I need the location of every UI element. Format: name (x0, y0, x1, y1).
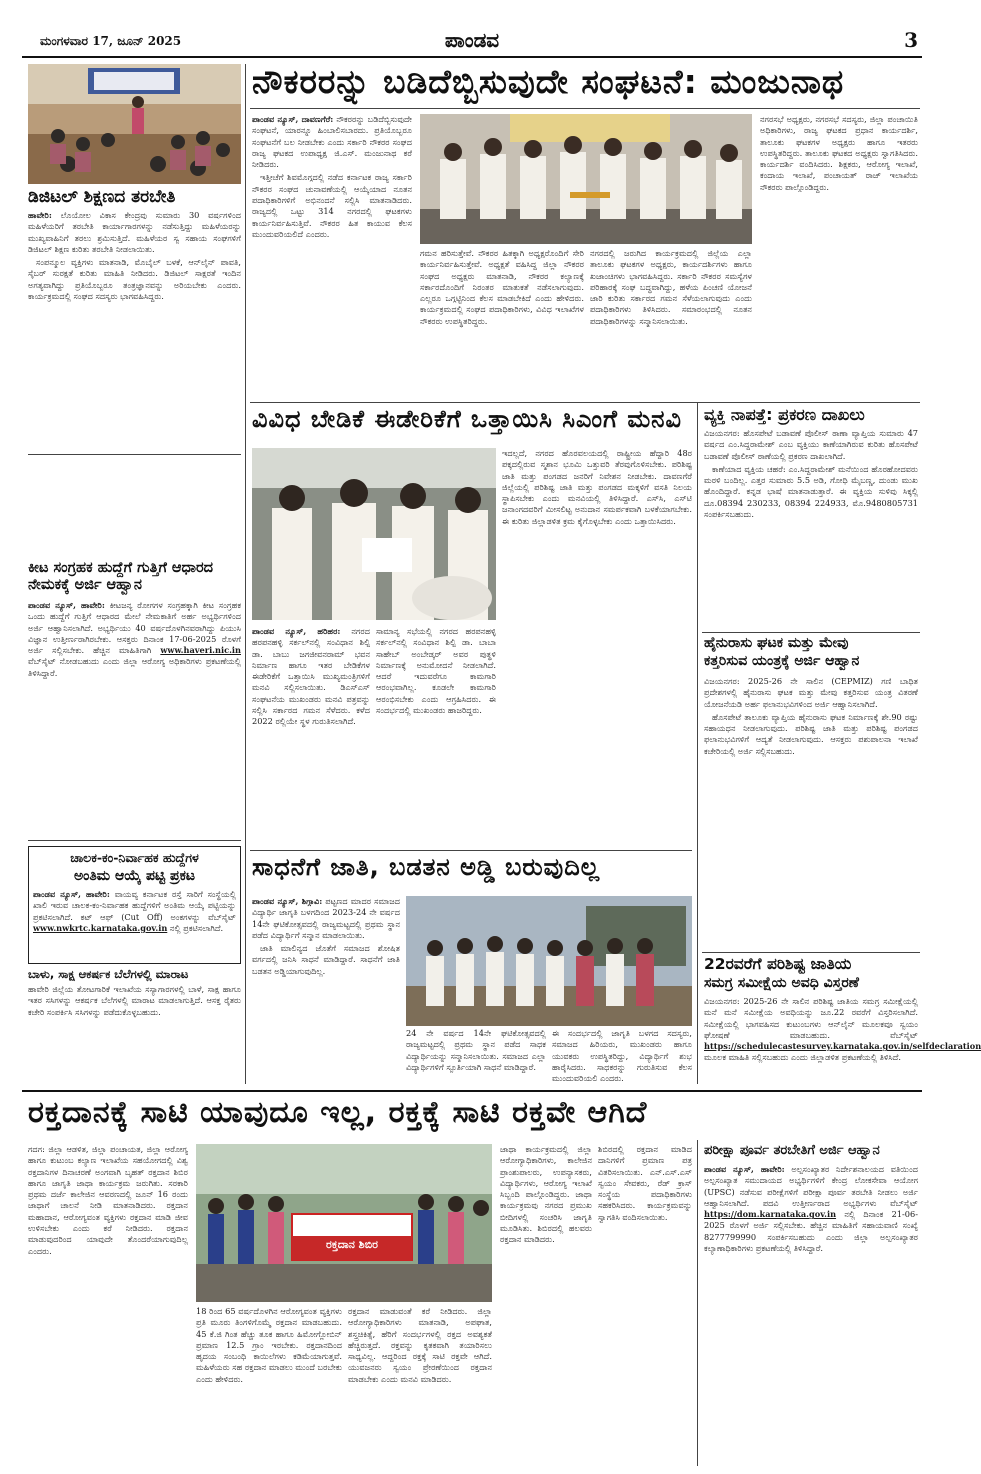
keeta-url-link[interactable]: www.haveri.nic.in (160, 645, 241, 656)
banana-text: ಹಾವೇರಿ ಜಿಲ್ಲೆಯ ತೋಟಗಾರಿಕೆ ಇಲಾಖೆಯ ಸಸ್ಯಾಗಾರಗಳಲ್ಲಿ ಬಾಳೆ, ಸಾಕ್ಷ ಹಾಗೂ ಇತರ ಸಸಿಗಳನ್ನು ಆಕರ್ಷಕ ಬೆಲೆಗಳಲ್ಲಿ ಮಾರಾಟ ಮಾಡಲಾಗುತ್ತಿದೆ. ಆಸಕ್ತ ರೈತರು ಕಚೇರಿ ಸಂಪರ್ಕಿಸಿ ಸಸಿಗಳನ್ನು ಪಡೆದುಕೊಳ್ಳಬಹುದು. (28, 984, 241, 1017)
keeta-headline: ಕೀಟ ಸಂಗ್ರಹಕ ಹುದ್ದೆಗೆ ಗುತ್ತಿಗೆ ಆಧಾರದ ನೇಮಕಕ್ಕೆ ಅರ್ಜಿ ಆಹ್ವಾನ (28, 560, 214, 593)
divider (250, 108, 920, 109)
lead-col3 (590, 248, 752, 366)
missing-text-2: ಕಾಣೆಯಾದ ವ್ಯಕ್ತಿಯ ಚಹರೆ: ಎಂ.ಸಿದ್ದರಾಮೇಶ್ ಮನೆಯಿಂದ ಹೊರಹೋದವರು ಮರಳಿ ಬಂದಿಲ್ಲ. ಎತ್ತರ ಸುಮಾರು 5.5 ಅಡಿ, ಗೋಧಿ ಮೈಬಣ್ಣ, ದುಂಡು ಮುಖ ಹೊಂದಿದ್ದಾರೆ. ಕನ್ನಡ ಭಾಷೆ ಮಾತನಾಡುತ್ತಾರೆ. ಈ ವ್ಯಕ್ತಿಯ ಸುಳಿವು ಸಿಕ್ಕಲ್ಲಿ ದೂ.08394 230233, 08394 224933, ಮೊ.9480805731 ಸಂಪರ್ಕಿಸಬಹುದು. (704, 463, 918, 520)
blood-col4-text: ಜಾಥಾ ಕಾರ್ಯಕ್ರಮದಲ್ಲಿ ಜಿಲ್ಲಾ ಆರೋಗ್ಯಾಧಿಕಾರಿಗಳು, ಕಾಲೇಜಿನ ಪ್ರಾಂಶುಪಾಲರು, ಉಪನ್ಯಾಸಕರು, ವಿದ್ಯಾರ್ಥಿಗಳು, ಆರೋಗ್ಯ ಇಲಾಖೆ ಸಿಬ್ಬಂದಿ ಪಾಲ್ಗೊಂಡಿದ್ದರು. ಜಾಥಾ ಕಾರ್ಯಕ್ರಮವು ನಗರದ ಪ್ರಮುಖ ಬೀದಿಗಳಲ್ಲಿ ಸಂಚರಿಸಿ ಜಾಗೃತಿ ಮೂಡಿಸಿತು. ಶಿಬಿರದಲ್ಲಿ ಹಲವರು ರಕ್ತದಾನ ಮಾಡಿದರು. (500, 1144, 592, 1245)
page-number: 3 (904, 28, 918, 52)
blood-photo (196, 1144, 492, 1302)
digital-text-1: ಲೊಯೋಲ ವಿಕಾಸ ಕೇಂದ್ರವು ಸುಮಾರು 30 ವರ್ಷಗಳಿಂದ ಮಹಿಳೆಯರಿಗೆ ತರಬೇತಿ ಕಾರ್ಯಾಗಾರಗಳನ್ನು ನಡೆಸುತ್ತಿದ್ದು ಮಹಿಳೆಯರನ್ನು ಮುಖ್ಯವಾಹಿನಿಗೆ ತರಲು ಶ್ರಮಿಸುತ್ತಿದೆ. ಮಹಿಳೆಯರ ಸ್ವ ಸಹಾಯ ಸಂಘಗಳಿಗೆ ಡಿಜಿಟಲ್ ಶಿಕ್ಷಣ ಕುರಿತು ತರಬೇತಿ ನೀಡಲಾಯಿತು. (28, 210, 241, 254)
blood-col5-text: ಶಿಬಿರದಲ್ಲಿ ರಕ್ತದಾನ ಮಾಡಿದ ದಾನಿಗಳಿಗೆ ಪ್ರಮಾಣ ಪತ್ರ ವಿತರಿಸಲಾಯಿತು. ಎನ್.ಎಸ್.ಎಸ್ ಸ್ವಯಂ ಸೇವಕರು, ರೆಡ್ ಕ್ರಾಸ್ ಸಂಸ್ಥೆಯ ಪದಾಧಿಕಾರಿಗಳು ಸಹಕರಿಸಿದರು. ಕಾರ್ಯಕ್ರಮವನ್ನು ಸ್ವಾಗತಿಸಿ ವಂದಿಸಲಾಯಿತು. (598, 1144, 692, 1222)
caste-col3-text: ಈ ಸಂದರ್ಭದಲ್ಲಿ ಜಾಗೃತಿ ಬಳಗದ ಸದಸ್ಯರು, ಸಮಾಜದ ಹಿರಿಯರು, ಮುಖಂಡರು ಹಾಗೂ ಯುವಕರು ಉಪಸ್ಥಿತರಿದ್ದು, ವಿದ್ಯಾರ್ಥಿಗೆ ಶುಭ ಹಾರೈಸಿದರು. ಸಾಧಕರನ್ನು ಗುರುತಿಸುವ ಕೆಲಸ ಮುಂದುವರಿಯಲಿ ಎಂದರು. (552, 1028, 692, 1084)
paper-name: ಪಾಂಡವ (444, 28, 500, 52)
caste-photo (406, 896, 692, 1026)
survey-body (704, 996, 981, 1084)
exam-body (704, 1164, 918, 1464)
blood-col1 (28, 1144, 188, 1464)
rally-illustration (196, 1144, 492, 1302)
exam-headline: ಪರೀಕ್ಷಾ ಪೂರ್ವ ತರಬೇತಿಗೆ ಅರ್ಜಿ ಆಹ್ವಾನ (704, 1143, 880, 1158)
blood-col1-text: ಗದಗ: ಜಿಲ್ಲಾ ಆಡಳಿತ, ಜಿಲ್ಲಾ ಪಂಚಾಯತ, ಜಿಲ್ಲಾ ಆರೋಗ್ಯ ಹಾಗೂ ಕುಟುಂಬ ಕಲ್ಯಾಣ ಇಲಾಖೆಯ ಸಹಯೋಗದಲ್ಲಿ ವಿಶ್ವ ರಕ್ತದಾನಿಗಳ ದಿನಾಚರಣೆ ಅಂಗವಾಗಿ ಬೃಹತ್ ರಕ್ತದಾನ ಶಿಬಿರ ಹಾಗೂ ಜಾಗೃತಿ ಜಾಥಾ ಕಾರ್ಯಕ್ರಮ ಜರುಗಿತು. ಸರಕಾರಿ ಪ್ರಥಮ ದರ್ಜೆ ಕಾಲೇಜಿನ ಆವರಣದಲ್ಲಿ ಜೂನ್ 16 ರಂದು ಜಾಥಾಗೆ ಚಾಲನೆ ನೀಡಿ ಮಾತನಾಡಿದರು. ರಕ್ತದಾನ ಮಹಾದಾನ, ಆರೋಗ್ಯವಂತ ವ್ಯಕ್ತಿಗಳು ರಕ್ತದಾನ ಮಾಡಿ ಜೀವ ಉಳಿಸಬೇಕು ಎಂದು ಕರೆ ನೀಡಿದರು. ರಕ್ತದಾನ ಮಾಡುವುದರಿಂದ ಯಾವುದೇ ತೊಂದರೆಯಾಗುವುದಿಲ್ಲ ಎಂದರು. (28, 1144, 188, 1256)
missing-text-1: ವಿಜಯನಗರ: ಹೊಸಪೇಟೆ ಬಡಾವಣೆ ಪೊಲೀಸ್ ಠಾಣಾ ವ್ಯಾಪ್ತಿಯ ಸುಮಾರು 47 ವರ್ಷದ ಎಂ.ಸಿದ್ದರಾಮೇಶ್ ಎಂಬ ವ್ಯಕ್ತಿಯು ಕಾಣೆಯಾಗಿರುವ ಕುರಿತು ಹೊಸಪೇಟೆ ಬಡಾವಣೆ ಪೊಲೀಸ್ ಠಾಣೆಯಲ್ಲಿ ಪ್ರಕರಣ ದಾಖಲಾಗಿದೆ. (704, 428, 918, 461)
caste-col1-text-1: ಪಟ್ಟಣದ ಮಾದರ ಸಮಾಜದ ವಿದ್ಯಾರ್ಥಿ ಜಾಗೃತಿ ಬಳಗದಿಂದ 2023-24 ನೇ ವರ್ಷದ 14ನೇ ಘಟಿಕೋತ್ಸವದಲ್ಲಿ ರಾಜ್ಯಮಟ್ಟದಲ್ಲಿ ಪ್ರಥಮ ಸ್ಥಾನ ಪಡೆದ ವಿದ್ಯಾರ್ಥಿಗೆ ಸನ್ಮಾನ ಮಾಡಲಾಯಿತು. (252, 896, 400, 940)
survey-url-link[interactable]: https://schedulecastesurvey.karnataka.gov.in/selfdeclaration (704, 1041, 981, 1052)
divider (28, 840, 241, 841)
blood-col2-text: 18 ರಿಂದ 65 ವರ್ಷದೊಳಗಿನ ಆರೋಗ್ಯವಂತ ವ್ಯಕ್ತಿಗಳು ಪ್ರತಿ ಮೂರು ತಿಂಗಳಿಗೊಮ್ಮೆ ರಕ್ತದಾನ ಮಾಡಬಹುದು. 45 ಕೆ.ಜಿ ಗಿಂತ ಹೆಚ್ಚು ತೂಕ ಹಾಗೂ ಹಿಮೋಗ್ಲೋಬಿನ್ ಪ್ರಮಾಣ 12.5 ಗ್ರಾಂ ಇರಬೇಕು. ರಕ್ತದಾನದಿಂದ ಹೃದಯ ಸಂಬಂಧಿ ಕಾಯಿಲೆಗಳು ಕಡಿಮೆಯಾಗುತ್ತವೆ. ಮಹಿಳೆಯರು ಸಹ ರಕ್ತದಾನ ಮಾಡಲು ಮುಂದೆ ಬರಬೇಕು ಎಂದು ಹೇಳಿದರು. (196, 1306, 342, 1384)
digital-body (28, 210, 241, 450)
driver-box (28, 846, 241, 964)
fruits-text-2: ಹೊಸಪೇಟೆ ತಾಲೂಕು ವ್ಯಾಪ್ತಿಯ ಹೈನುರಾಸು ಘಟಕ ನಿರ್ಮಾಣಕ್ಕೆ ಶೇ.90 ರಷ್ಟು ಸಹಾಯಧನ ನೀಡಲಾಗುವುದು. ಪರಿಶಿಷ್ಟ ಜಾತಿ ಮತ್ತು ಪರಿಶಿಷ್ಟ ಪಂಗಡದ ಫಲಾನುಭವಿಗಳಿಗೆ ಆದ್ಯತೆ ನೀಡಲಾಗುವುದು. ಆಸಕ್ತರು ಪಶುಪಾಲನಾ ಇಲಾಖೆ ಕಚೇರಿಯಲ್ಲಿ ಅರ್ಜಿ ಸಲ್ಲಿಸಬಹುದು. (704, 711, 918, 756)
exam-byline: ಪಾಂಡವ ನ್ಯೂಸ್, ಹಾವೇರಿ: (704, 1164, 785, 1174)
ceremony-illustration (420, 114, 752, 244)
keeta-body (28, 600, 241, 830)
keeta-byline: ಪಾಂಡವ ನ್ಯೂಸ್, ಹಾವೇರಿ: (28, 600, 105, 610)
exam-text-after: ನಲ್ಲಿ ದಿನಾಂಕ 21-06-2025 ರೊಳಗೆ ಅರ್ಜಿ ಸಲ್ಲಿಸಬೇಕು. ಹೆಚ್ಚಿನ ಮಾಹಿತಿಗೆ ಸಹಾಯವಾಣಿ ಸಂಖ್ಯೆ 8277799990 ಸಂಪರ್ಕಿಸಬಹುದು ಎಂದು ಜಿಲ್ಲಾ ಅಲ್ಪಸಂಖ್ಯಾತರ ಕಲ್ಯಾಣಾಧಿಕಾರಿಗಳು ಪ್ರಕಟಣೆಯಲ್ಲಿ ತಿಳಿಸಿದ್ದಾರೆ. (704, 1209, 918, 1254)
digital-headline: ಡಿಜಿಟಲ್ ಶಿಕ್ಷಣದ ತರಬೇತಿ (28, 187, 176, 207)
lead-col3-text: ನಗರದಲ್ಲಿ ಜರುಗಿದ ಕಾರ್ಯಕ್ರಮದಲ್ಲಿ ಜಿಲ್ಲೆಯ ಎಲ್ಲಾ ತಾಲೂಕು ಘಟಕಗಳ ಅಧ್ಯಕ್ಷರು, ಕಾರ್ಯದರ್ಶಿಗಳು ಹಾಗೂ ಖಜಾಂಚಿಗಳು ಭಾಗವಹಿಸಿದ್ದರು. ಸರ್ಕಾರಿ ನೌಕರರ ಸಮಸ್ಯೆಗಳ ಪರಿಹಾರಕ್ಕೆ ಸಂಘ ಬದ್ಧವಾಗಿದ್ದು, ಹಳೆಯ ಪಿಂಚಣಿ ಯೋಜನೆ ಜಾರಿ ಕುರಿತು ಸರ್ಕಾರದ ಗಮನ ಸೆಳೆಯಲಾಗುವುದು ಎಂದು ಪದಾಧಿಕಾರಿಗಳು ತಿಳಿಸಿದರು. ಸಮಾರಂಭದಲ್ಲಿ ನೂತನ ಪದಾಧಿಕಾರಿಗಳನ್ನು ಸನ್ಮಾನಿಸಲಾಯಿತು. (590, 248, 752, 326)
lead-col2-text: ಗಮನ ಹರಿಸುತ್ತೇವೆ. ನೌಕರರ ಹಿತಕ್ಕಾಗಿ ಅಧ್ಯಕ್ಷರೊಂದಿಗೆ ಸೇರಿ ಕಾರ್ಯನಿರ್ವಹಿಸುತ್ತೇವೆ. ಅಧ್ಯಕ್ಷತೆ ವಹಿಸಿದ್ದ ಜಿಲ್ಲಾ ನೌಕರರ ಸಂಘದ ಅಧ್ಯಕ್ಷರು ಮಾತನಾಡಿ, ನೌಕರರ ಕಲ್ಯಾಣಕ್ಕೆ ಸರ್ಕಾರದೊಂದಿಗೆ ನಿರಂತರ ಮಾತುಕತೆ ನಡೆಸಲಾಗುವುದು. ಎಲ್ಲರೂ ಒಗ್ಗಟ್ಟಿನಿಂದ ಕೆಲಸ ಮಾಡಬೇಕಿದೆ ಎಂದು ಹೇಳಿದರು. ಕಾರ್ಯಕ್ರಮದಲ್ಲಿ ಸಂಘದ ಪದಾಧಿಕಾರಿಗಳು, ವಿವಿಧ ಇಲಾಖೆಗಳ ನೌಕರರು ಉಪಸ್ಥಿತರಿದ್ದರು. (420, 248, 584, 326)
banana-headline: ಬಾಳು, ಸಾಕ್ಷ ಆಕರ್ಷಕ ಬೆಲೆಗಳಲ್ಲಿ ಮಾರಾಟ (28, 967, 189, 981)
digital-text-2: ಸಂಪನ್ಮೂಲ ವ್ಯಕ್ತಿಗಳು ಮಾತನಾಡಿ, ಮೊಬೈಲ್ ಬಳಕೆ, ಆನ್‌ಲೈನ್ ಪಾವತಿ, ಸೈಬರ್ ಸುರಕ್ಷತೆ ಕುರಿತು ಮಾಹಿತಿ ನೀಡಿದರು. ಡಿಜಿಟಲ್ ಸಾಕ್ಷರತೆ ಇಂದಿನ ಅಗತ್ಯವಾಗಿದ್ದು ಪ್ರತಿಯೊಬ್ಬರೂ ತಂತ್ರಜ್ಞಾನವನ್ನು ಅರಿಯಬೇಕು ಎಂದರು. ಕಾರ್ಯಕ್ರಮದಲ್ಲಿ ಸಂಘದ ಸದಸ್ಯರು ಭಾಗವಹಿಸಿದ್ದರು. (28, 257, 241, 302)
blood-col2 (196, 1306, 342, 1464)
exam-text: ಅಲ್ಪಸಂಖ್ಯಾತರ ನಿರ್ದೇಶನಾಲಯದ ವತಿಯಿಂದ ಅಲ್ಪಸಂಖ್ಯಾತ ಸಮುದಾಯದ ಅಭ್ಯರ್ಥಿಗಳಿಗೆ ಕೇಂದ್ರ ಲೋಕಸೇವಾ ಆಯೋಗ (UPSC) ನಡೆಸುವ ಪರೀಕ್ಷೆಗಳಿಗೆ ಪರೀಕ್ಷಾ ಪೂರ್ವ ತರಬೇತಿ ನೀಡಲು ಅರ್ಜಿ ಆಹ್ವಾನಿಸಲಾಗಿದೆ. ಪದವಿ ಉತ್ತೀರ್ಣರಾದ ಅಭ್ಯರ್ಥಿಗಳು ವೆಬ್‌ಸೈಟ್ (704, 1164, 918, 1208)
survey-headline-1: 22ರವರೆಗೆ ಪರಿಶಿಷ್ಟ ಜಾತಿಯ (704, 955, 852, 973)
blood-col3 (348, 1306, 492, 1464)
survey-text: ವಿಜಯನಗರ: 2025-26 ನೇ ಸಾಲಿನ ಪರಿಶಿಷ್ಟ ಜಾತಿಯ ಸಮಗ್ರ ಸಮೀಕ್ಷೆಯಲ್ಲಿ ಮನೆ ಮನೆ ಸಮೀಕ್ಷೆಯ ಅವಧಿಯನ್ನು ಜೂ.22 ರವರೆಗೆ ವಿಸ್ತರಿಸಲಾಗಿದೆ. ಸಮೀಕ್ಷೆಯಲ್ಲಿ ಭಾಗವಹಿಸದ ಕುಟುಂಬಗಳು ಆನ್‌ಲೈನ್ ಮೂಲಕವೂ ಸ್ವಯಂ ಘೋಷಣೆ ಮಾಡಬಹುದು. ವೆಬ್‌ಸೈಟ್ (704, 996, 918, 1040)
cm-col2-text: ಸಾಮಾನ್ಯ ಸಭೆಯಲ್ಲಿ ನಗರದ ಹರಪನಹಳ್ಳಿ ಸರ್ಕಲ್‌ನಲ್ಲಿ ಸಂವಿಧಾನ ಶಿಲ್ಪಿ ಡಾ. ಬಾಬಾ ಸಾಹೇಬ್ ಅಂಬೇಡ್ಕರ್ ಅವರ ಪುತ್ಥಳಿ ನಿರ್ಮಾಣಕ್ಕೆ ಅನುಮೋದನೆ ನೀಡಲಾಗಿದೆ. ಆದರೆ ಇದುವರೆಗೂ ಕಾಮಗಾರಿ ಆರಂಭವಾಗಿಲ್ಲ. ಕೂಡಲೇ ಕಾಮಗಾರಿ ಆರಂಭಿಸಬೇಕು ಎಂದು ಆಗ್ರಹಿಸಿದರು. ಈ ಸಂದರ್ಭದಲ್ಲಿ ಮುಖಂಡರು ಹಾಜರಿದ್ದರು. (376, 626, 496, 716)
driver-text-after: ನಲ್ಲಿ ಪ್ರಕಟಿಸಲಾಗಿದೆ. (169, 922, 224, 933)
caste-col1 (252, 896, 400, 1084)
fruits-text-1: ವಿಜಯನಗರ: 2025-26 ನೇ ಸಾಲಿನ (CEPMIZ) ಗಣಿ ಬಾಧಿತ ಪ್ರದೇಶಗಳಲ್ಲಿ ಹೈನುರಾಸು ಘಟಕ ಮತ್ತು ಮೇವು ಕತ್ತರಿಸುವ ಯಂತ್ರ ವಿತರಣೆ ಯೋಜನೆಯಡಿ ಅರ್ಹ ಫಲಾನುಭವಿಗಳಿಂದ ಅರ್ಜಿ ಆಹ್ವಾನಿಸಲಾಗಿದೆ. (704, 676, 918, 709)
divider (28, 454, 241, 455)
fruits-headline-1: ಹೈನುರಾಸು ಘಟಕ ಮತ್ತು ಮೇವು (704, 635, 849, 651)
lead-byline: ಪಾಂಡವ ನ್ಯೂಸ್, ದಾವಣಗೆರೆ: (252, 114, 334, 124)
lead-col1-text-1: ನೌಕರರನ್ನು ಬಡಿದೆಬ್ಬಿಸುವುದೇ ಸಂಘಟನೆ, ಯಾರನ್ನೂ ಹಿಂಬಾಲಿಸಬಾರದು. ಪ್ರತಿಯೊಬ್ಬರೂ ಸಂಘಟನೆಗೆ ಬಲ ನೀಡಬೇಕು ಎಂದು ಸರ್ಕಾರಿ ನೌಕರರ ಸಂಘದ ರಾಜ್ಯ ಘಟಕದ ಉಪಾಧ್ಯಕ್ಷ ಜಿ.ಎಸ್. ಮಂಜುನಾಥ ಕರೆ ನೀಡಿದರು. (252, 114, 412, 170)
keeta-text-after: ವೆಬ್‌ಸೈಟ್ ನೋಡಬಹುದು ಎಂದು ಜಿಲ್ಲಾ ಆರೋಗ್ಯ ಅಧಿಕಾರಿಗಳು ಪ್ರಕಟಣೆಯಲ್ಲಿ ತಿಳಿಸಿದ್ದಾರೆ. (28, 656, 241, 678)
lead-col2 (420, 248, 584, 366)
issue-date: ಮಂಗಳವಾರ 17, ಜೂನ್ 2025 (40, 34, 182, 48)
lead-headline: ನೌಕರರನ್ನು ಬಡಿದೆಬ್ಬಿಸುವುದೇ ಸಂಘಟನೆ: ಮಂಜುನಾಥ (252, 62, 845, 101)
driver-headline-2: ಅಂತಿಮ ಆಯ್ಕೆ ಪಟ್ಟಿ ಪ್ರಕಟ (73, 868, 196, 884)
blood-col3-text: ರಕ್ತದಾನ ಮಾಡುವಂತೆ ಕರೆ ನೀಡಿದರು. ಜಿಲ್ಲಾ ಆರೋಗ್ಯಾಧಿಕಾರಿಗಳು ಮಾತನಾಡಿ, ಅಪಘಾತ, ಶಸ್ತ್ರಚಿಕಿತ್ಸೆ, ಹೆರಿಗೆ ಸಂದರ್ಭಗಳಲ್ಲಿ ರಕ್ತದ ಅವಶ್ಯಕತೆ ಹೆಚ್ಚಿರುತ್ತದೆ. ರಕ್ತವನ್ನು ಕೃತಕವಾಗಿ ತಯಾರಿಸಲು ಸಾಧ್ಯವಿಲ್ಲ. ಆದ್ದರಿಂದ ರಕ್ತಕ್ಕೆ ಸಾಟಿ ರಕ್ತವೇ ಆಗಿದೆ. ಯುವಜನರು ಸ್ವಯಂ ಪ್ರೇರಣೆಯಿಂದ ರಕ್ತದಾನ ಮಾಡಬೇಕು ಎಂದು ಮನವಿ ಮಾಡಿದರು. (348, 1306, 492, 1384)
cm-col1-text: ನಗರದ ಹರಪನಹಳ್ಳಿ ಸರ್ಕಲ್‌ನಲ್ಲಿ ಸಂವಿಧಾನ ಶಿಲ್ಪಿ ಡಾ. ಬಾಬು ಜಗಜೀವನರಾಮ್ ಭವನ ನಿರ್ಮಾಣ ಹಾಗೂ ಇತರ ಬೇಡಿಕೆಗಳ ಈಡೇರಿಕೆಗೆ ಒತ್ತಾಯಿಸಿ ಮುಖ್ಯಮಂತ್ರಿಗಳಿಗೆ ಮನವಿ ಸಲ್ಲಿಸಲಾಯಿತು. ಡಿಎಸ್‌ಎಸ್ ಸಂಘಟನೆಯ ಮುಖಂಡರು ಮನವಿ ಪತ್ರವನ್ನು ಸಲ್ಲಿಸಿ ಸರ್ಕಾರದ ಗಮನ ಸೆಳೆದರು. ಕಳೆದ 2022 ರಲ್ಲಿಯೇ ಸ್ಥಳ ಗುರುತಿಸಲಾಗಿದೆ. (252, 626, 370, 727)
column-rule (697, 402, 698, 1084)
cm-col2 (376, 626, 496, 844)
keeta-text: ಕೀಟಜನ್ಯ ರೋಗಗಳ ಸಂಗ್ರಹಕ್ಕಾಗಿ ಕೀಟ ಸಂಗ್ರಹಕ ಒಂದು ಹುದ್ದೆಗೆ ಗುತ್ತಿಗೆ ಆಧಾರದ ಮೇಲೆ ನೇಮಕಾತಿಗೆ ಅರ್ಹ ಅಭ್ಯರ್ಥಿಗಳಿಂದ ಅರ್ಜಿ ಆಹ್ವಾನಿಸಲಾಗಿದೆ. ಅಭ್ಯರ್ಥಿಯು 40 ವರ್ಷದೊಳಗಿನವರಾಗಿದ್ದು ಪಿಯುಸಿ ವಿಜ್ಞಾನ ಉತ್ತೀರ್ಣರಾಗಿರಬೇಕು. ಆಸಕ್ತರು ದಿನಾಂಕ 17-06-2025 ರೊಳಗೆ ಅರ್ಜಿ ಸಲ್ಲಿಸಬೇಕು. ಹೆಚ್ಚಿನ ಮಾಹಿತಿಗಾಗಿ (28, 600, 242, 656)
cm-col1 (252, 626, 370, 844)
fruits-headline-2: ಕತ್ತರಿಸುವ ಯಂತ್ರಕ್ಕೆ ಅರ್ಜಿ ಆಹ್ವಾನ (704, 653, 860, 669)
divider (22, 1090, 922, 1092)
fruits-body (704, 676, 918, 948)
digital-training-photo (28, 64, 241, 184)
classroom-illustration (28, 64, 241, 184)
caste-col2 (406, 1028, 546, 1084)
driver-url-link[interactable]: www.nwkrtc.karnataka.gov.in (33, 922, 168, 933)
cm-col3 (502, 448, 692, 844)
divider (250, 402, 920, 403)
column-rule (697, 1140, 698, 1466)
lead-photo (420, 114, 752, 244)
survey-headline-2: ಸಮಗ್ರ ಸಮೀಕ್ಷೆಯ ಅವಧಿ ವಿಸ್ತರಣೆ (704, 975, 859, 991)
caste-byline: ಪಾಂಡವ ನ್ಯೂಸ್, ಶಿಗ್ಗಾವಿ: (252, 896, 323, 906)
petition-illustration (252, 448, 496, 620)
missing-headline: ವ್ಯಕ್ತಿ ನಾಪತ್ತೆ: ಪ್ರಕರಣ ದಾಖಲು (704, 405, 865, 424)
blood-col5 (598, 1144, 692, 1464)
driver-byline: ಪಾಂಡವ ನ್ಯೂಸ್, ಹಾವೇರಿ: (33, 889, 110, 899)
driver-text: ವಾಯವ್ಯ ಕರ್ನಾಟಕ ರಸ್ತೆ ಸಾರಿಗೆ ಸಂಸ್ಥೆಯಲ್ಲಿ ಖಾಲಿ ಇರುವ ಚಾಲಕ-ಕಂ-ನಿರ್ವಾಹಕ ಹುದ್ದೆಗಳಿಗೆ ಅಂತಿಮ ಆಯ್ಕೆ ಪಟ್ಟಿಯನ್ನು ಪ್ರಕಟಿಸಲಾಗಿದೆ. ಕಟ್ ಆಫ್ (Cut Off) ಅಂಕಗಳನ್ನು ವೆಬ್‌ಸೈಟ್ (33, 889, 237, 922)
lead-col1-text-2: ಇತ್ತೀಚೆಗೆ ಶಿವಮೊಗ್ಗದಲ್ಲಿ ನಡೆದ ಕರ್ನಾಟಕ ರಾಜ್ಯ ಸರ್ಕಾರಿ ನೌಕರರ ಸಂಘದ ಚುನಾವಣೆಯಲ್ಲಿ ಆಯ್ಕೆಯಾದ ನೂತನ ಪದಾಧಿಕಾರಿಗಳಿಗೆ ಅಭಿನಂದನೆ ಸಲ್ಲಿಸಿ ಮಾತನಾಡಿದರು. ರಾಜ್ಯದಲ್ಲಿ ಒಟ್ಟು 314 ನಗರದಲ್ಲಿ ಘಟಕಗಳು ಕಾರ್ಯನಿರ್ವಹಿಸುತ್ತಿವೆ. ನೌಕರರ ಹಿತ ಕಾಯುವ ಕೆಲಸ ಮುಂದುವರಿಯಲಿದೆ ಎಂದರು. (252, 172, 412, 239)
driver-body (33, 889, 236, 961)
divider (702, 952, 920, 953)
cm-byline: ಪಾಂಡವ ನ್ಯೂಸ್, ಹರಿಹರ: (252, 626, 341, 636)
driver-headline-1: ಚಾಲಕ-ಕಂ-ನಿರ್ವಾಹಕ ಹುದ್ದೆಗಳ (70, 850, 199, 865)
caste-headline: ಸಾಧನೆಗೆ ಜಾತಿ, ಬಡತನ ಅಡ್ಡಿ ಬರುವುದಿಲ್ಲ (252, 853, 601, 881)
lead-col1 (252, 114, 412, 366)
lead-col4 (760, 114, 918, 366)
masthead (22, 26, 922, 58)
cm-col3-text: ಇದಲ್ಲದೆ, ನಗರದ ಹೊರವಲಯದಲ್ಲಿ ರಾಷ್ಟ್ರೀಯ ಹೆದ್ದಾರಿ 48ರ ಪಕ್ಕದಲ್ಲಿರುವ ಸ್ಮಶಾನ ಭೂಮಿ ಒತ್ತುವರಿ ತೆರವುಗೊಳಿಸಬೇಕು. ಪರಿಶಿಷ್ಟ ಜಾತಿ ಮತ್ತು ಪಂಗಡದ ಜನರಿಗೆ ನಿವೇಶನ ನೀಡಬೇಕು. ದಾವಣಗೆರೆ ಜಿಲ್ಲೆಯಲ್ಲಿ ಪರಿಶಿಷ್ಟ ಜಾತಿ ಮತ್ತು ಪಂಗಡದ ಮಕ್ಕಳಿಗೆ ವಸತಿ ನಿಲಯ ಸ್ಥಾಪಿಸಬೇಕು ಎಂದು ಮನವಿಯಲ್ಲಿ ತಿಳಿಸಿದ್ದಾರೆ. ಎಸ್‌ಸಿ, ಎಸ್‌ಟಿ ಜನಾಂಗದವರಿಗೆ ಮೀಸಲಿಟ್ಟ ಅನುದಾನ ಸಮರ್ಪಕವಾಗಿ ಬಳಕೆಯಾಗಬೇಕು. ಈ ಕುರಿತು ಜಿಲ್ಲಾಡಳಿತ ಕ್ರಮ ಕೈಗೊಳ್ಳಬೇಕು ಎಂದು ಒತ್ತಾಯಿಸಿದರು. (502, 448, 692, 526)
cm-photo (252, 448, 496, 620)
exam-url-link[interactable]: https://dom.karnataka.gov.in (704, 1209, 837, 1220)
divider (702, 632, 920, 633)
digital-byline: ಹಾವೇರಿ: (28, 210, 52, 220)
caste-col2-text: 24 ನೇ ವರ್ಷದ 14ನೇ ಘಟಿಕೋತ್ಸವದಲ್ಲಿ ರಾಜ್ಯಮಟ್ಟದಲ್ಲಿ ಪ್ರಥಮ ಸ್ಥಾನ ಪಡೆದ ಸಾಧಕ ವಿದ್ಯಾರ್ಥಿಯನ್ನು ಸನ್ಮಾನಿಸಲಾಯಿತು. ಸಮಾಜದ ಎಲ್ಲಾ ವಿದ್ಯಾರ್ಥಿಗಳಿಗೆ ಸ್ಪೂರ್ತಿಯಾಗಿ ಸಾಧನೆ ಮಾಡಿದ್ದಾರೆ. (406, 1028, 546, 1072)
caste-col1-text-2: ಜಾತಿ ಮಾಲಿನ್ಯದ ಜೊತೆಗೆ ಸಮಾಜದ ಶೋಷಿತ ವರ್ಗದಲ್ಲಿ ಜನಿಸಿ ಸಾಧನೆ ಮಾಡಿದ್ದಾರೆ. ಸಾಧನೆಗೆ ಜಾತಿ ಬಡತನ ಅಡ್ಡಿಯಾಗುವುದಿಲ್ಲ. (252, 943, 400, 976)
survey-text-after: ಮೂಲಕ ಮಾಹಿತಿ ಸಲ್ಲಿಸಬಹುದು ಎಂದು ಜಿಲ್ಲಾಡಳಿತ ಪ್ರಕಟಣೆಯಲ್ಲಿ ತಿಳಿಸಿದೆ. (704, 1052, 901, 1063)
blood-headline: ರಕ್ತದಾನಕ್ಕೆ ಸಾಟಿ ಯಾವುದೂ ಇಲ್ಲ, ರಕ್ತಕ್ಕೆ ಸಾಟಿ ರಕ್ತವೇ ಆಗಿದೆ (28, 1095, 648, 1130)
blood-col4 (500, 1144, 592, 1464)
missing-body (704, 428, 918, 628)
cm-headline: ವಿವಿಧ ಬೇಡಿಕೆ ಈಡೇರಿಕೆಗೆ ಒತ್ತಾಯಿಸಿ ಸಿಎಂಗೆ ಮನವಿ (252, 405, 683, 433)
lead-col4-text: ನಗರಸಭೆ ಅಧ್ಯಕ್ಷರು, ನಗರಸಭೆ ಸದಸ್ಯರು, ಜಿಲ್ಲಾ ಪಂಚಾಯಿತಿ ಅಧಿಕಾರಿಗಳು, ರಾಜ್ಯ ಘಟಕದ ಪ್ರಧಾನ ಕಾರ್ಯದರ್ಶಿ, ತಾಲೂಕು ಘಟಕಗಳ ಅಧ್ಯಕ್ಷರು ಹಾಗೂ ಇತರರು ಉಪಸ್ಥಿತರಿದ್ದರು. ತಾಲೂಕು ಘಟಕದ ಅಧ್ಯಕ್ಷರು ಸ್ವಾಗತಿಸಿದರು. ಕಾರ್ಯದರ್ಶಿ ವಂದಿಸಿದರು. ಶಿಕ್ಷಕರು, ಆರೋಗ್ಯ ಇಲಾಖೆ, ಕಂದಾಯ ಇಲಾಖೆ, ಪಂಚಾಯತ್ ರಾಜ್ ಇಲಾಖೆಯ ನೌಕರರು ಪಾಲ್ಗೊಂಡಿದ್ದರು. (760, 114, 918, 192)
caste-col3 (552, 1028, 692, 1084)
divider (250, 850, 692, 851)
column-rule (245, 64, 246, 1084)
banana-body (28, 984, 241, 1080)
group-illustration (406, 896, 692, 1026)
blood-banner-text: ರಕ್ತದಾನ ಶಿಬಿರ (326, 1238, 378, 1251)
